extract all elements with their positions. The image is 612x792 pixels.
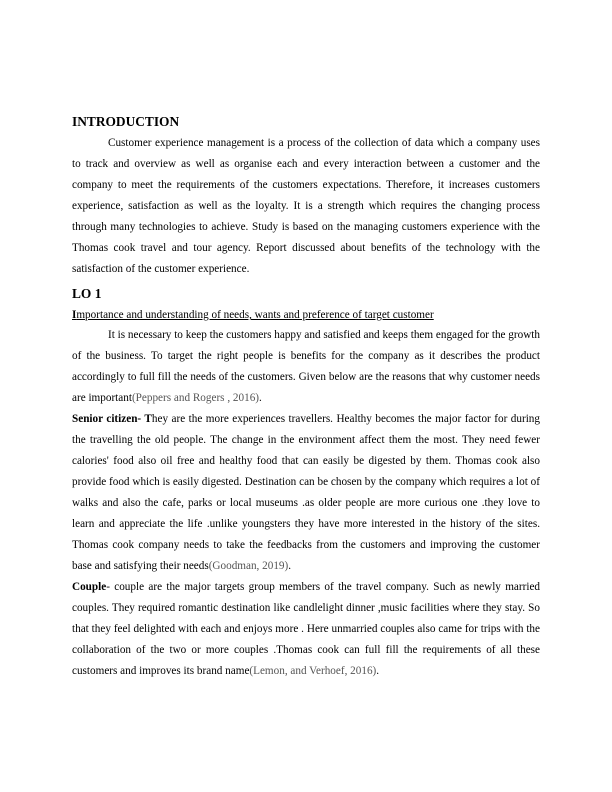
- introduction-paragraph: Customer experience management is a process of the collection of data which a company uses to track and overview as well as organise each and every interaction between a customer and the company to meet the requirements of the customers expectations. Therefore, it increases customers experience, satisfaction as well as the loyalty. It is a strength which requires the changing process through many technologies to achieve. Study is based on the managing customers experience with the Thomas cook travel and tour agency. Report discussed about benefits of the technology with the satisfaction of the customer experience.: [72, 137, 540, 275]
- senior-citizen-text: hey are the more experiences travellers. Healthy becomes the major factor for during the travelling the old people. The change in the environment affect them the most. They need fewer calories' food also oil free and healthy food that can easily be digested by them. Thomas cook also provide food which is easily digested. Destination can be chosen by the company which requires a lot of walks and also the cafe, parks or local museums .as older people are more curious one .they love to learn and appreciate the life .unlike youngsters they have more interested in the history of the sites. Thomas cook company needs to take the feedbacks from the customers and improving the customer base and satisfying their needs: [72, 413, 540, 572]
- senior-citizen-paragraph: [72, 409, 540, 577]
- senior-citizen-period: .: [288, 560, 292, 572]
- introduction-heading: INTRODUCTION: [72, 114, 180, 129]
- importance-text: It is necessary to keep the customers happy and satisfied and keeps them engaged for the growth of the business. To target the right people is benefits for the company as it describes the product accordingly to full fill the needs of the customers. Given below are the reasons that why customer needs are important: [72, 329, 540, 404]
- couple-period: .: [376, 665, 380, 677]
- citation-lemon-verhoef: (Lemon, and Verhoef, 2016): [249, 665, 377, 677]
- importance-period: .: [259, 392, 262, 404]
- couple-paragraph: [72, 577, 540, 682]
- citation-peppers-rogers: (Peppers and Rogers , 2016): [131, 392, 260, 404]
- couple-label: Couple: [72, 581, 107, 593]
- lo1-subheading: [72, 305, 540, 325]
- document-body: [72, 113, 540, 682]
- senior-citizen-label: Senior citizen- T: [72, 413, 152, 425]
- citation-goodman: (Goodman, 2019): [208, 560, 289, 572]
- importance-paragraph: [72, 325, 540, 409]
- lo1-subheading-initial: I: [72, 309, 77, 321]
- lo1-heading: LO 1: [72, 286, 102, 301]
- couple-text: - couple are the major targets group members of the travel company. Such as newly married couples. They required romantic destination like candlelight dinner ,music facilities where they stay. So that they feel delighted with each and enjoys more . Here unmarried couples also came for trips with the collaboration of the two or more couples .Thomas cook can full fill the requirements of all these customers and improves its brand name: [72, 581, 540, 677]
- lo1-subheading-text: mportance and understanding of needs, wants and preference of target customer: [76, 309, 434, 321]
